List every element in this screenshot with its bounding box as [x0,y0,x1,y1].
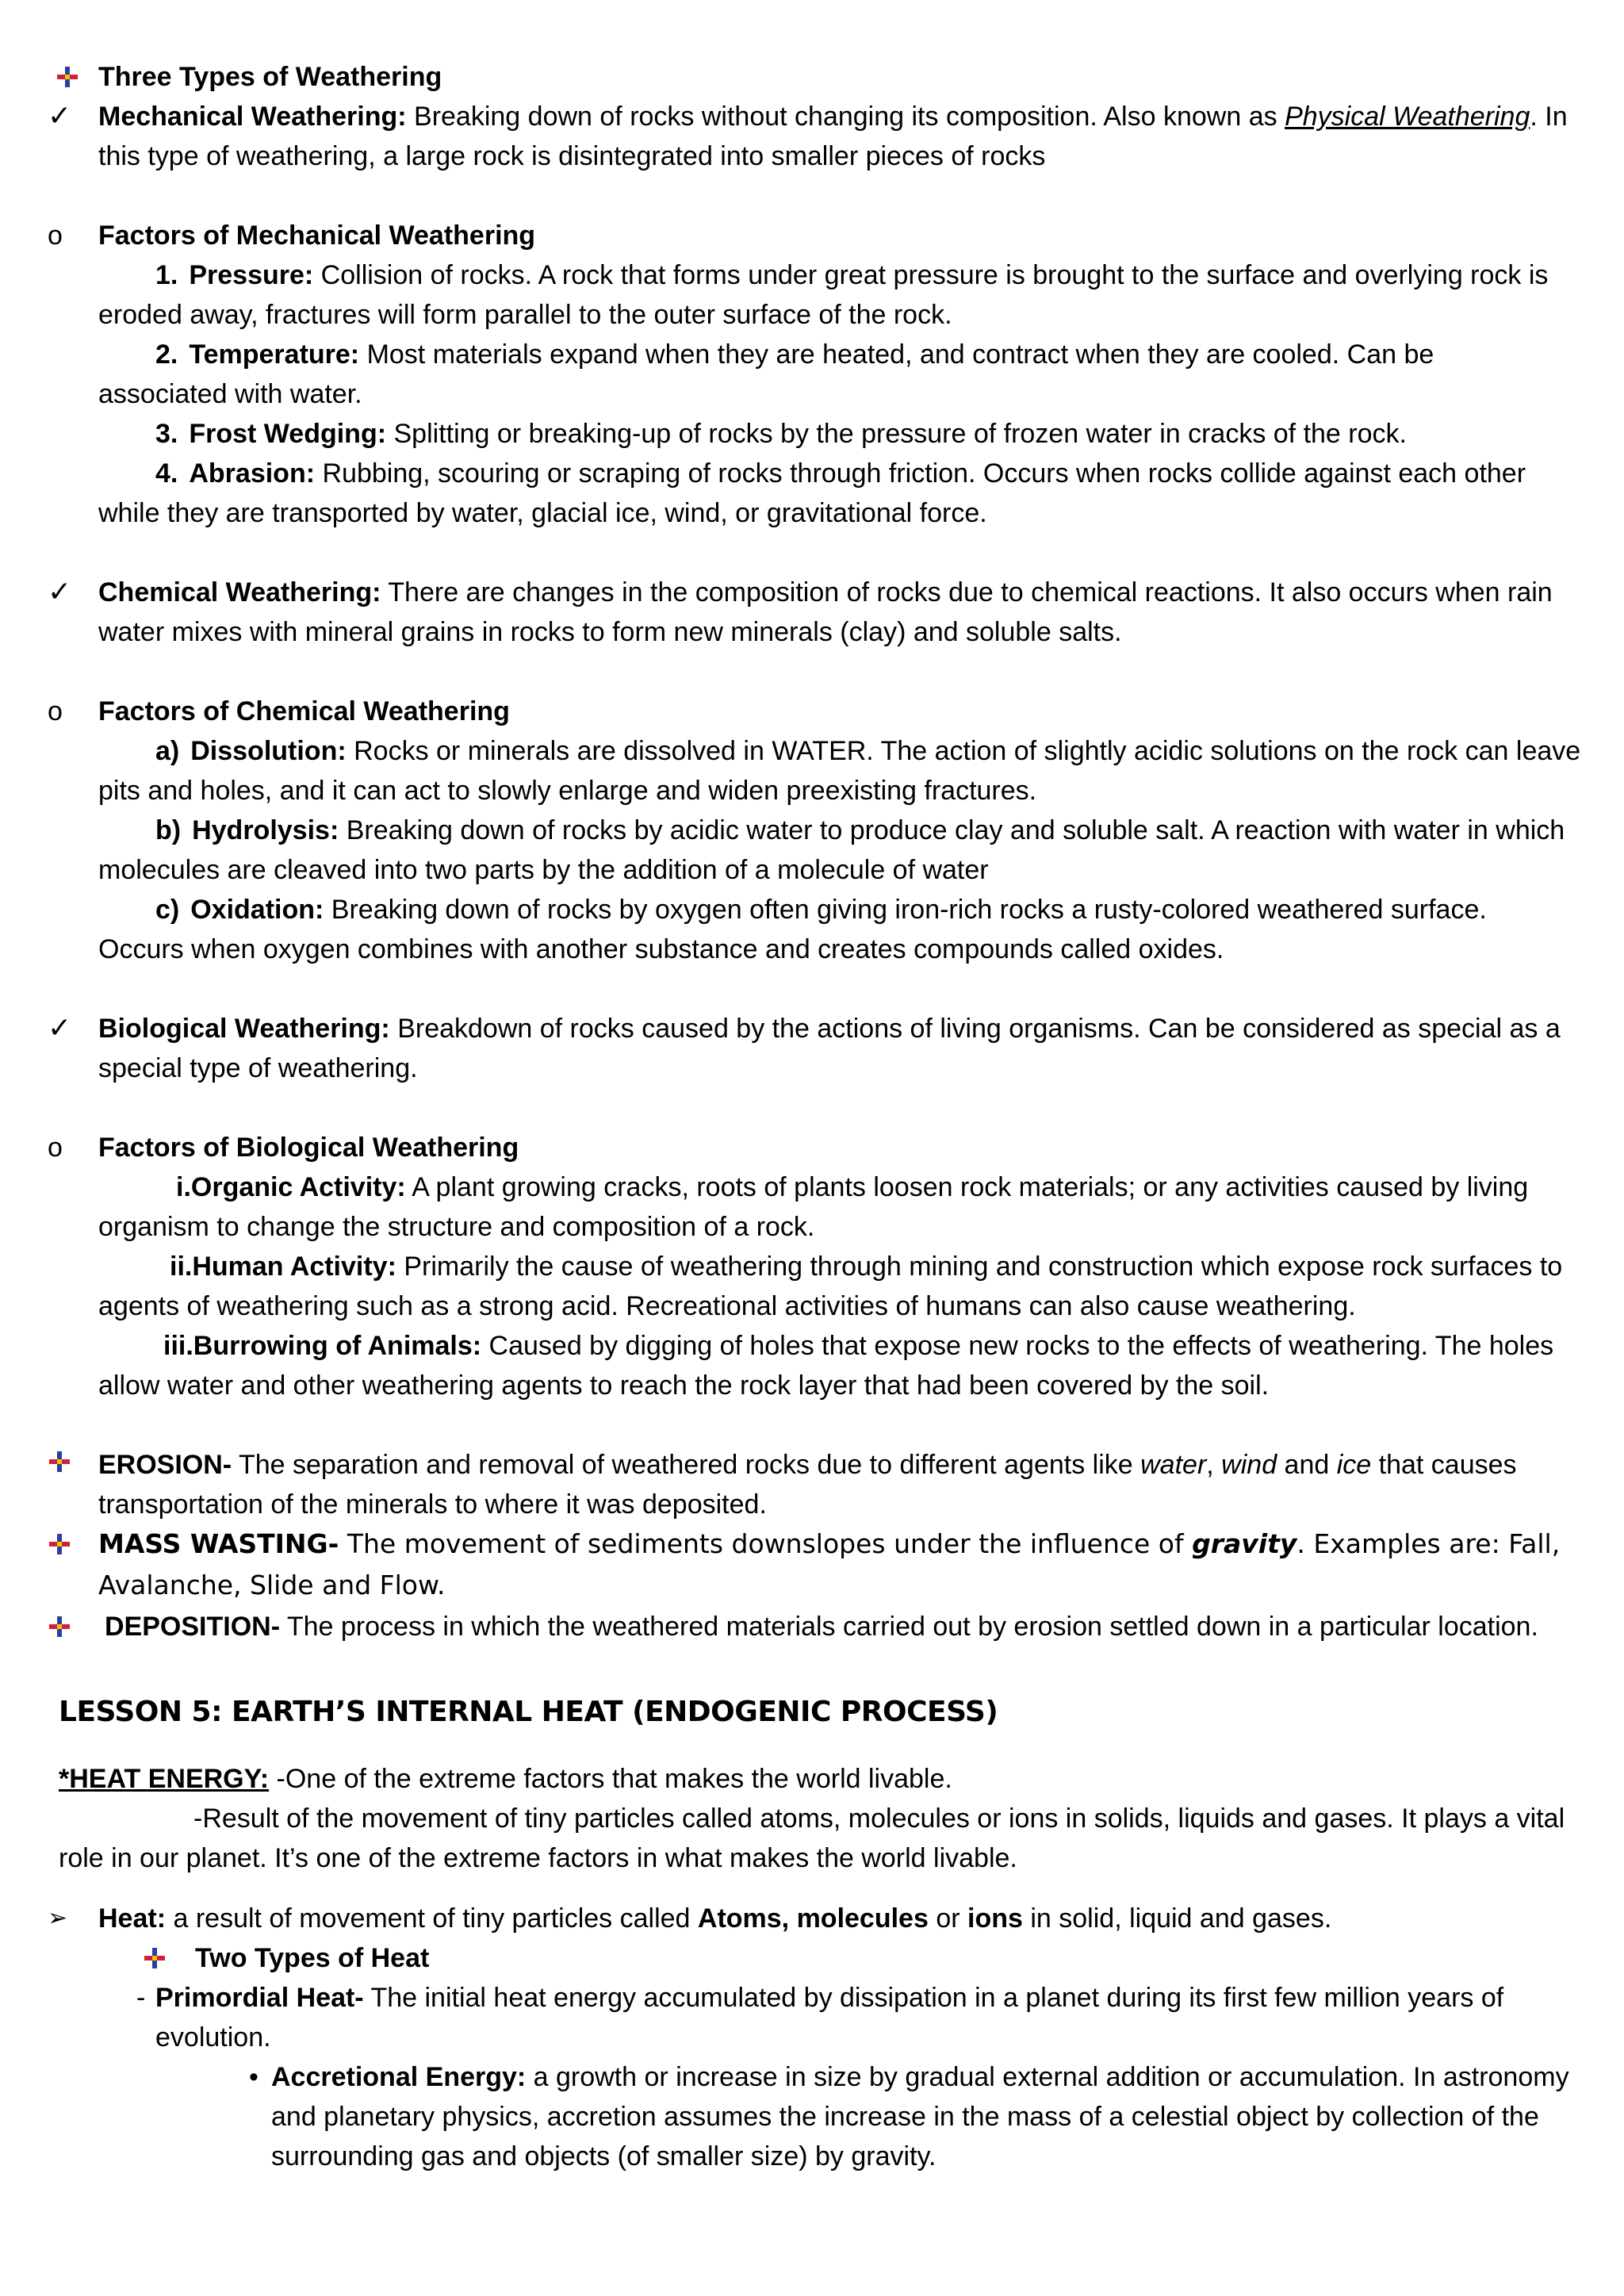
text-line: surrounding gas and objects (of smaller size) by gravity. [271,2141,936,2171]
text-line: transportation of the minerals to where it was deposited. [98,1489,767,1520]
circle-bullet-icon: o [48,220,63,251]
factor-burrowing-animals: iii.Burrowing of Animals: Caused by digging of holes that expose new rocks to the effects of weathering. The holes [163,1331,1554,1361]
dash-bullet: - [136,1983,146,2013]
text-line: this type of weathering, a large rock is disintegrated into smaller pieces of rocks [98,141,1046,171]
text-line: role in our planet. It’s one of the extreme factors in what makes the world livable. [59,1843,1017,1873]
plus-bullet-icon [56,60,79,100]
circle-bullet-icon: o [48,1133,63,1163]
text-line: evolution. [155,2022,271,2053]
heat-energy-text: *HEAT ENERGY: -One of the extreme factors that makes the world livable. [59,1764,952,1794]
text-line: water mixes with mineral grains in rocks to form new minerals (clay) and soluble salts. [98,617,1122,647]
weathering-types-heading: Three Types of Weathering [98,62,442,92]
plus-bullet-icon [48,1445,71,1485]
factors-biological-heading: Factors of Biological Weathering [98,1133,519,1163]
factor-abrasion: 4. Abrasion: Rubbing, scouring or scraping of rocks through friction. Occurs when rocks collide against each other [155,458,1526,489]
text-line: -Result of the movement of tiny particles called atoms, molecules or ions in solids, liquids and gases. It plays a vital [193,1803,1565,1834]
physical-weathering-link[interactable]: Physical Weathering [1285,102,1530,132]
text-line: allow water and other weathering agents to reach the rock layer that had been covered by the soil. [98,1370,1270,1401]
factor-pressure: 1. Pressure: Collision of rocks. A rock that forms under great pressure is brought to the surface and overlying rock is [155,260,1549,290]
factor-dissolution: a) Dissolution: Rocks or minerals are dissolved in WATER. The action of slightly acidic solutions on the rock can leave [155,736,1581,766]
text-line: molecules are cleaved into two parts by the addition of a molecule of water [98,855,989,885]
circle-bullet-icon: o [48,696,63,726]
plus-bullet-icon [48,1527,71,1567]
text-line: while they are transported by water, glacial ice, wind, or gravitational force. [98,498,987,528]
two-types-heading: Two Types of Heat [195,1943,430,1973]
dot-bullet-icon: • [249,2062,259,2092]
factor-hydrolysis: b) Hydrolysis: Breaking down of rocks by acidic water to produce clay and soluble salt. A reaction with water in which [155,815,1565,845]
factors-mechanical-heading: Factors of Mechanical Weathering [98,220,536,251]
text-line: associated with water. [98,379,362,409]
mechanical-weathering-text: Mechanical Weathering: Breaking down of rocks without changing its composition. Also known as Physical Weathering. In [98,102,1568,132]
erosion-text: EROSION- The separation and removal of weathered rocks due to different agents like water, wind and ice that causes [98,1450,1517,1480]
heat-definition: Heat: a result of movement of tiny particles called Atoms, molecules or ions in solid, liquid and gases. [98,1903,1332,1934]
factor-frost-wedging: 3. Frost Wedging: Splitting or breaking-up of rocks by the pressure of frozen water in cracks of the rock. [155,419,1407,449]
factors-chemical-heading: Factors of Chemical Weathering [98,696,510,726]
text-line: Avalanche, Slide and Flow. [98,1570,446,1600]
text-line: pits and holes, and it can act to slowly enlarge and widen preexisting fractures. [98,776,1037,806]
text-line: special type of weathering. [98,1053,418,1083]
checkmark-icon: ✓ [48,1012,72,1045]
biological-weathering-text: Biological Weathering: Breakdown of rocks caused by the actions of living organisms. Can be considered as special as a [98,1014,1561,1044]
factor-organic-activity: i.Organic Activity: A plant growing cracks, roots of plants loosen rock materials; or any activities caused by living [176,1172,1529,1202]
factor-oxidation: c) Oxidation: Breaking down of rocks by oxygen often giving iron-rich rocks a rusty-colored weathered surface. [155,895,1487,925]
text-line: agents of weathering such as a strong acid. Recreational activities of humans can also cause weathering. [98,1291,1356,1321]
accretional-energy-text: Accretional Energy: a growth or increase in size by gradual external addition or accumulation. In astronomy [271,2062,1569,2092]
chemical-weathering-text: Chemical Weathering: There are changes in the composition of rocks due to chemical reactions. It also occurs when rain [98,577,1553,608]
factor-temperature: 2. Temperature: Most materials expand when they are heated, and contract when they are cooled. Can be [155,339,1434,370]
lesson-heading: LESSON 5: EARTH’S INTERNAL HEAT (ENDOGENIC PROCESS) [59,1696,998,1728]
primordial-heat-text: Primordial Heat- The initial heat energy accumulated by dissipation in a planet during its first few million years of [155,1983,1504,2013]
mass-wasting-text: MASS WASTING- The movement of sediments downslopes under the influence of gravity. Examples are: Fall, [98,1528,1561,1559]
text-line: eroded away, fractures will form parallel to the outer surface of the rock. [98,300,952,330]
plus-bullet-icon [143,1941,167,1981]
arrow-bullet-icon: ➢ [48,1904,68,1932]
checkmark-icon: ✓ [48,100,72,132]
text-line: Occurs when oxygen combines with another substance and creates compounds called oxides. [98,934,1224,964]
deposition-text: DEPOSITION- The process in which the weathered materials carried out by erosion settled down in a particular location. [105,1612,1538,1642]
text-line: and planetary physics, accretion assumes the increase in the mass of a celestial object by collection of the [271,2102,1539,2132]
factor-human-activity: ii.Human Activity: Primarily the cause of weathering through mining and construction which expose rock surfaces to [170,1251,1563,1282]
checkmark-icon: ✓ [48,576,72,608]
text-line: organism to change the structure and composition of a rock. [98,1212,815,1242]
plus-bullet-icon [48,1610,71,1650]
